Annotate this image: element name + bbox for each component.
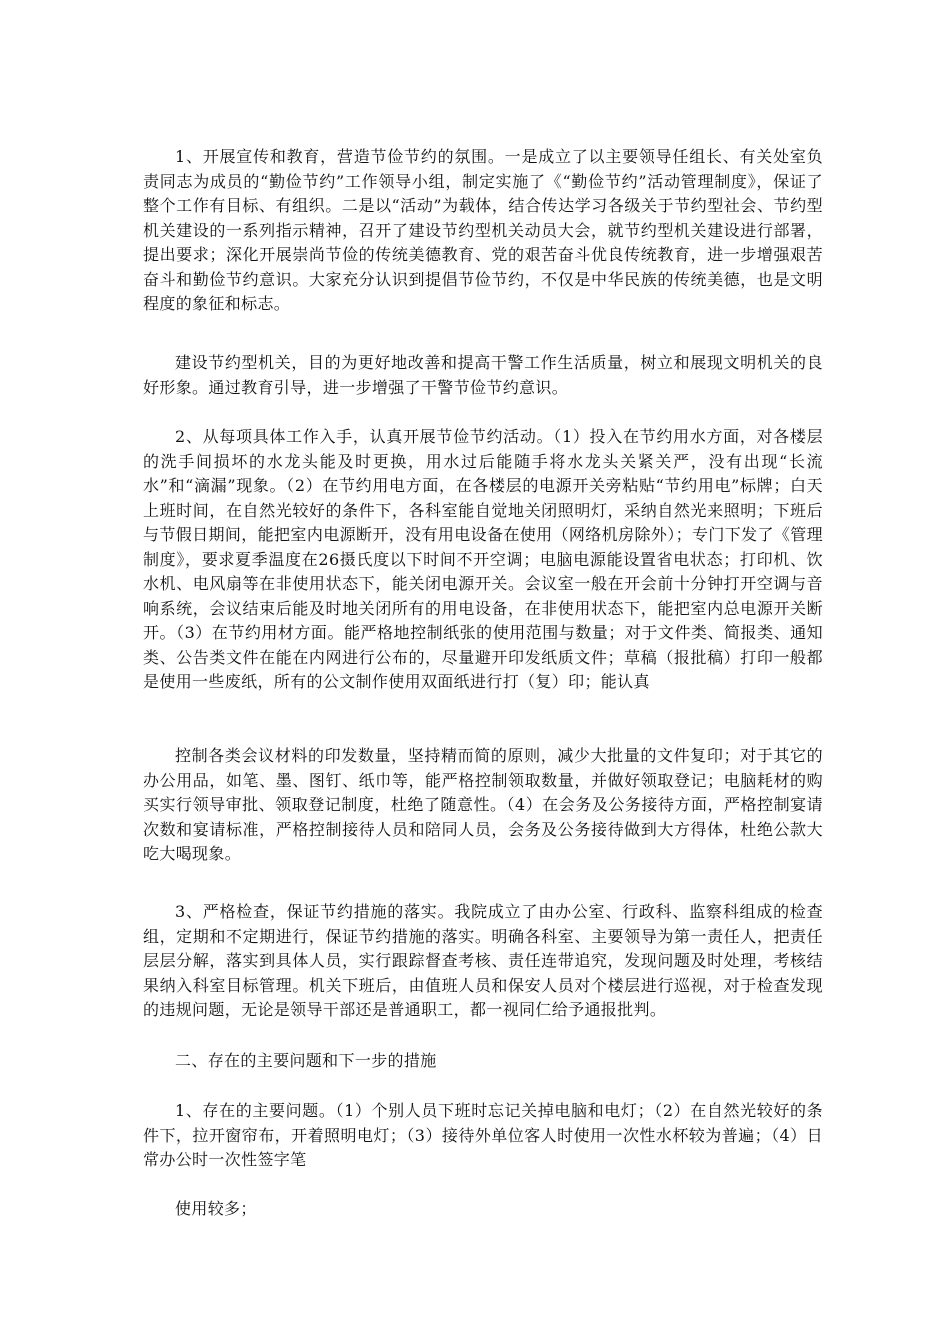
paragraph-conservation-purpose: 建设节约型机关，目的为更好地改善和提高干警工作生活质量，树立和展现文明机关的良好形象。通过教育引导，进一步增强了干警节俭节约意识。 (143, 353, 823, 397)
section-heading-problems-measures: 二、存在的主要问题和下一步的措施 (175, 1051, 437, 1070)
paragraph-continuation: 使用较多； (175, 1199, 257, 1218)
paragraph-materials-control: 控制各类会议材料的印发数量，坚持精而简的原则，减少大批量的文件复印；对于其它的办公用品，如笔、墨、图钉、纸巾等，能严格控制领取数量，并做好领取登记；电脑耗材的购买实行领导审批、领取登记制度，杜绝了随意性。（4）在会务及公务接待方面，严格控制宴请次数和宴请标准，严格控制接待人员和陪同人员，会务及公务接待做到大方得体，杜绝公款大吃大喝现象。 (143, 746, 823, 863)
paragraph-inspection: 3、严格检查，保证节约措施的落实。我院成立了由办公室、行政科、监察科组成的检查组，定期和不定期进行，保证节约措施的落实。明确各科室、主要领导为第一责任人，把责任层层分解，落实到具体人员，实行跟踪督查考核、责任连带追究，发现问题及时处理，考核结果纳入科室目标管理。机关下班后，由值班人员和保安人员对个楼层进行巡视，对于检查发现的违规问题，无论是领导干部还是普通职工，都一视同仁给予通报批判。 (143, 902, 823, 1019)
paragraph-publicity-education: 1、开展宣传和教育，营造节俭节约的氛围。一是成立了以主要领导任组长、有关处室负责同志为成员的“勤俭节约”工作领导小组，制定实施了《“勤俭节约”活动管理制度》，保证了整个工作有目标、有组织。二是以“活动”为载体，结合传达学习各级关于节约型社会、节约型机关建设的一系列指示精神，召开了建设节约型机关动员大会，就节约型机关建设进行部署，提出要求；深化开展崇尚节俭的传统美德教育、党的艰苦奋斗优良传统教育，进一步增强艰苦奋斗和勤俭节约意识。大家充分认识到提倡节俭节约，不仅是中华民族的传统美德，也是文明程度的象征和标志。 (143, 147, 823, 313)
paragraph-conservation-activities: 2、从每项具体工作入手，认真开展节俭节约活动。（1）投入在节约用水方面，对各楼层的洗手间损坏的水龙头能及时更换，用水过后能随手将水龙头关紧关严，没有出现“长流水”和“滴漏”现象。（2）在节约用电方面，在各楼层的电源开关旁粘贴“节约用电”标牌；白天上班时间，在自然光较好的条件下，各科室能自觉地关闭照明灯，采纳自然光来照明；下班后与节假日期间，能把室内电源断开，没有用电设备在使用（网络机房除外）；专门下发了《管理制度》，要求夏季温度在26摄氏度以下时间不开空调；电脑电源能设置省电状态；打印机、饮水机、电风扇等在非使用状态下，能关闭电源开关。会议室一般在开会前十分钟打开空调与音响系统，会议结束后能及时地关闭所有的用电设备，在非使用状态下，能把室内总电源开关断开。（3）在节约用材方面。能严格地控制纸张的使用范围与数量；对于文件类、简报类、通知类、公告类文件在能在内网进行公布的，尽量避开印发纸质文件；草稿（报批稿）打印一般都是使用一些废纸，所有的公文制作使用双面纸进行打（复）印；能认真 (143, 427, 823, 691)
paragraph-main-problems: 1、存在的主要问题。（1）个别人员下班时忘记关掉电脑和电灯；（2）在自然光较好的条件下，拉开窗帘布，开着照明电灯；（3）接待外单位客人时使用一次性水杯较为普遍；（4）日常办公时一次性签字笔 (143, 1101, 823, 1169)
